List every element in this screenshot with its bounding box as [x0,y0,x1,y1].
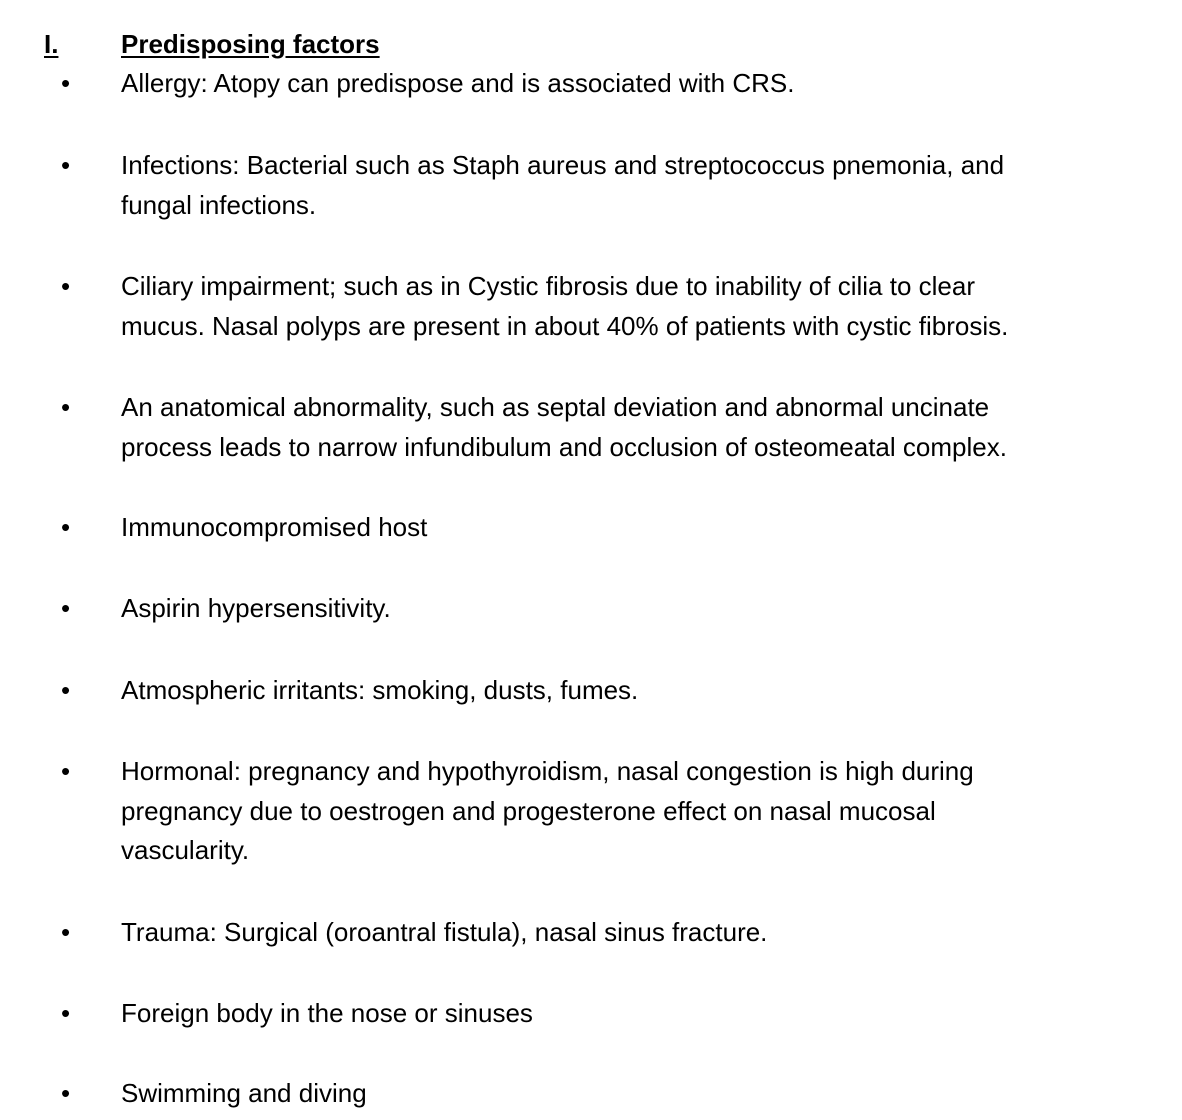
text-line: Ciliary impairment; such as in Cystic fibrosis due to inability of cilia to clear [121,271,975,301]
bullet-icon: • [61,1078,71,1108]
list-item-text [121,913,1161,953]
list-item-text [121,589,1161,629]
list-item-text [121,64,1161,104]
bullet-icon: • [61,998,71,1028]
list-item-text [121,994,1161,1034]
text-line: pregnancy due to oestrogen and progesterone effect on nasal mucosal [121,795,936,826]
text-line: Allergy: Atopy can predispose and is associated with CRS. [121,68,795,98]
list-item-text [121,267,1161,346]
list-item-text [121,752,1161,871]
list-item-text [121,146,1161,225]
bullet-icon: • [61,756,71,786]
text-line: Swimming and diving [121,1078,367,1108]
text-line: Foreign body in the nose or sinuses [121,998,533,1028]
bullet-icon: • [61,271,71,301]
text-line: fungal infections. [121,189,317,220]
bullet-icon: • [61,150,71,180]
list-item-text [121,388,1161,467]
section-title: Predisposing factors [121,29,380,59]
text-line: An anatomical abnormality, such as septal deviation and abnormal uncinate [121,392,990,422]
text-line: process leads to narrow infundibulum and occlusion of osteomeatal complex. [121,431,1007,462]
list-item-text [121,508,1161,548]
bullet-icon: • [61,917,71,947]
text-line: Immunocompromised host [121,512,428,542]
bullet-icon: • [61,593,71,623]
text-line: mucus. Nasal polyps are present in about 40% of patients with cystic fibrosis. [121,310,1009,341]
bullet-icon: • [61,392,71,422]
list-item-text [121,1074,1161,1114]
bullet-icon: • [61,675,71,705]
text-line: Infections: Bacterial such as Staph aureus and streptococcus pnemonia, and [121,150,1005,180]
bullet-icon: • [61,512,71,542]
list-item-text [121,671,1161,711]
section-number: I. [44,29,59,59]
bullet-icon: • [61,68,71,98]
text-line: vascularity. [121,835,250,865]
text-line: Aspirin hypersensitivity. [121,593,391,623]
text-line: Trauma: Surgical (oroantral fistula), nasal sinus fracture. [121,917,768,947]
text-line: Atmospheric irritants: smoking, dusts, fumes. [121,675,639,705]
text-line: Hormonal: pregnancy and hypothyroidism, nasal congestion is high during [121,756,974,786]
